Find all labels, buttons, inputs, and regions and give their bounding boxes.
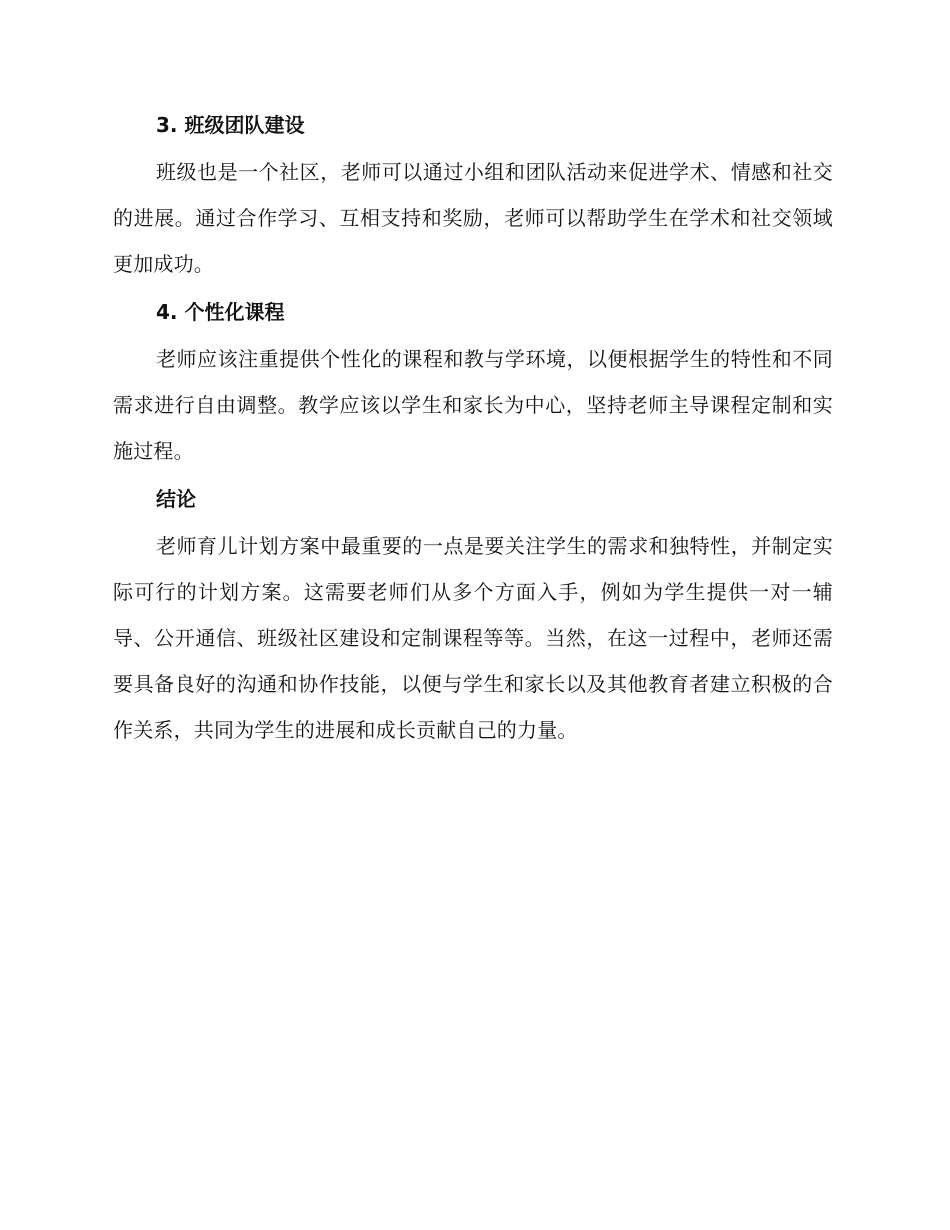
section-heading-personalized-curriculum: 4. 个性化课程 <box>156 300 285 324</box>
section-paragraph-conclusion: 老师育儿计划方案中最重要的一点是要关注学生的需求和独特性，并制定实际可行的计划方案。这需要老师们从多个方面入手，例如为学生提供一对一辅导、公开通信、班级社区建设和定制课程等等。当然，在这一过程中，老师还需要具备良好的沟通和协作技能，以便与学生和家长以及其他教育者建立积极的合作关系，共同为学生的进展和成长贡献自己的力量。 <box>113 534 833 742</box>
section-paragraph-personalized-curriculum: 老师应该注重提供个性化的课程和教与学环境，以便根据学生的特性和不同需求进行自由调整。教学应该以学生和家长为中心，坚持老师主导课程定制和实施过程。 <box>113 347 833 463</box>
section-heading-class-team-building: 3. 班级团队建设 <box>156 113 305 137</box>
section-paragraph-class-team-building: 班级也是一个社区，老师可以通过小组和团队活动来促进学术、情感和社交的进展。通过合作学习、互相支持和奖励，老师可以帮助学生在学术和社交领域更加成功。 <box>113 160 833 276</box>
document-body <box>113 110 833 763</box>
section-heading-conclusion: 结论 <box>156 487 196 511</box>
